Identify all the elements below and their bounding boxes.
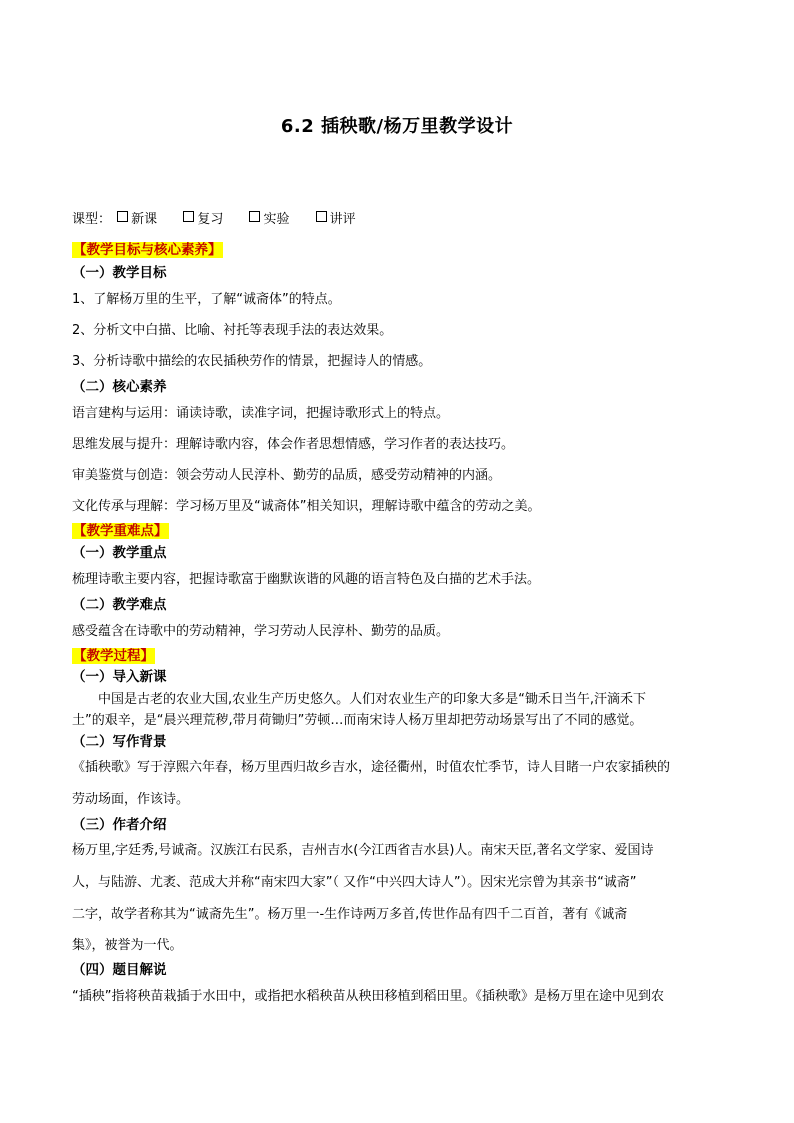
process-section-header: 【教学过程】 bbox=[73, 648, 154, 664]
title-explanation-line: “插秧”指将秧苗栽插于水田中，或指把水稻秧苗从秧田移植到稻田里。《插秧歌》是杨万里在途中见到农 bbox=[72, 989, 664, 1004]
lesson-type-label: 课型： bbox=[72, 212, 112, 227]
intro-paragraph-line: 中国是古老的农业大国,农业生产历史悠久。人们对农业生产的印象大多是“锄禾日当午,汗滴禾下 bbox=[98, 692, 647, 707]
difficulty-text: 感受蕴含在诗歌中的劳动精神，学习劳动人民淳朴、勤劳的品质。 bbox=[72, 624, 450, 639]
goal-item: 2、分析文中白描、比喻、衬托等表现手法的表达效果。 bbox=[72, 323, 393, 338]
core-subheading: （二）核心素养 bbox=[72, 379, 167, 395]
core-item: 思维发展与提升：理解诗歌内容，体会作者思想情感，学习作者的表达技巧。 bbox=[72, 437, 515, 452]
checkbox-icon[interactable] bbox=[117, 211, 128, 222]
key-header-line bbox=[72, 519, 169, 539]
author-paragraph-line: 杨万里,字廷秀,号诚斋。汉族江右民系，吉州吉水(今江西省吉水县)人。南宋天臣,著名文学家、爱国诗 bbox=[72, 843, 654, 858]
author-paragraph-line: 二字，故学者称其为“诚斋先生”。杨万里一-生作诗两万多首,传世作品有四千二百首，著有《诚斋 bbox=[72, 907, 628, 922]
checkbox-icon[interactable] bbox=[249, 211, 260, 222]
author-paragraph-line: 人，与陆游、尤袤、范成大并称“南宋四大家”（ 又作“中兴四大诗人”）。因宋光宗曾为其亲书“诚斋” bbox=[72, 875, 637, 890]
checkbox-icon[interactable] bbox=[316, 211, 327, 222]
background-subheading: （二）写作背景 bbox=[72, 734, 167, 750]
author-paragraph-line: 集》，被誉为一代。 bbox=[72, 938, 183, 953]
title-explanation-subheading: （四）题目解说 bbox=[72, 962, 167, 978]
goal-item: 3、分析诗歌中描绘的农民插秧劳作的情景，把握诗人的情感。 bbox=[72, 354, 432, 369]
background-paragraph-line: 《插秧歌》写于淳熙六年春，杨万里西归故乡吉水，途径衢州，时值农忙季节，诗人目睹一户农家插秧的 bbox=[72, 760, 671, 775]
lesson-type-row bbox=[72, 208, 378, 227]
core-item: 语言建构与运用：诵读诗歌，读准字词，把握诗歌形式上的特点。 bbox=[72, 406, 450, 421]
process-header-line bbox=[72, 644, 155, 664]
key-subheading: （一）教学重点 bbox=[72, 545, 167, 561]
goal-item: 1、了解杨万里的生平，了解“诚斋体”的特点。 bbox=[72, 292, 341, 307]
goals-subheading: （一）教学目标 bbox=[72, 265, 167, 281]
lesson-type-option-review[interactable]: 复习 bbox=[183, 208, 223, 227]
difficulty-subheading: （二）教学难点 bbox=[72, 597, 167, 613]
intro-paragraph-line: 土”的艰辛，是“晨兴理荒秽,带月荷锄归”劳顿…而南宋诗人杨万里却把劳动场景写出了不同的感觉。 bbox=[72, 713, 643, 728]
lesson-type-option-experiment[interactable]: 实验 bbox=[249, 208, 289, 227]
core-item: 文化传承与理解：学习杨万里及“诚斋体”相关知识，理解诗歌中蕴含的劳动之美。 bbox=[72, 499, 541, 514]
checkbox-icon[interactable] bbox=[183, 211, 194, 222]
lesson-type-option-comment[interactable]: 讲评 bbox=[316, 208, 356, 227]
goals-header-line bbox=[72, 238, 223, 258]
background-paragraph-line: 劳动场面，作该诗。 bbox=[72, 792, 190, 807]
core-item: 审美鉴赏与创造：领会劳动人民淳朴、勤劳的品质，感受劳动精神的内涵。 bbox=[72, 468, 502, 483]
key-section-header: 【教学重难点】 bbox=[73, 523, 168, 539]
key-text: 梳理诗歌主要内容，把握诗歌富于幽默诙谐的风趣的语言特色及白描的艺术手法。 bbox=[72, 572, 541, 587]
intro-subheading: （一）导入新课 bbox=[72, 669, 167, 685]
author-subheading: （三）作者介绍 bbox=[72, 817, 167, 833]
lesson-type-option-new[interactable]: 新课 bbox=[117, 208, 157, 227]
document-title: 6.2 插秧歌/杨万里教学设计 bbox=[280, 116, 514, 137]
goals-section-header: 【教学目标与核心素养】 bbox=[73, 242, 222, 258]
